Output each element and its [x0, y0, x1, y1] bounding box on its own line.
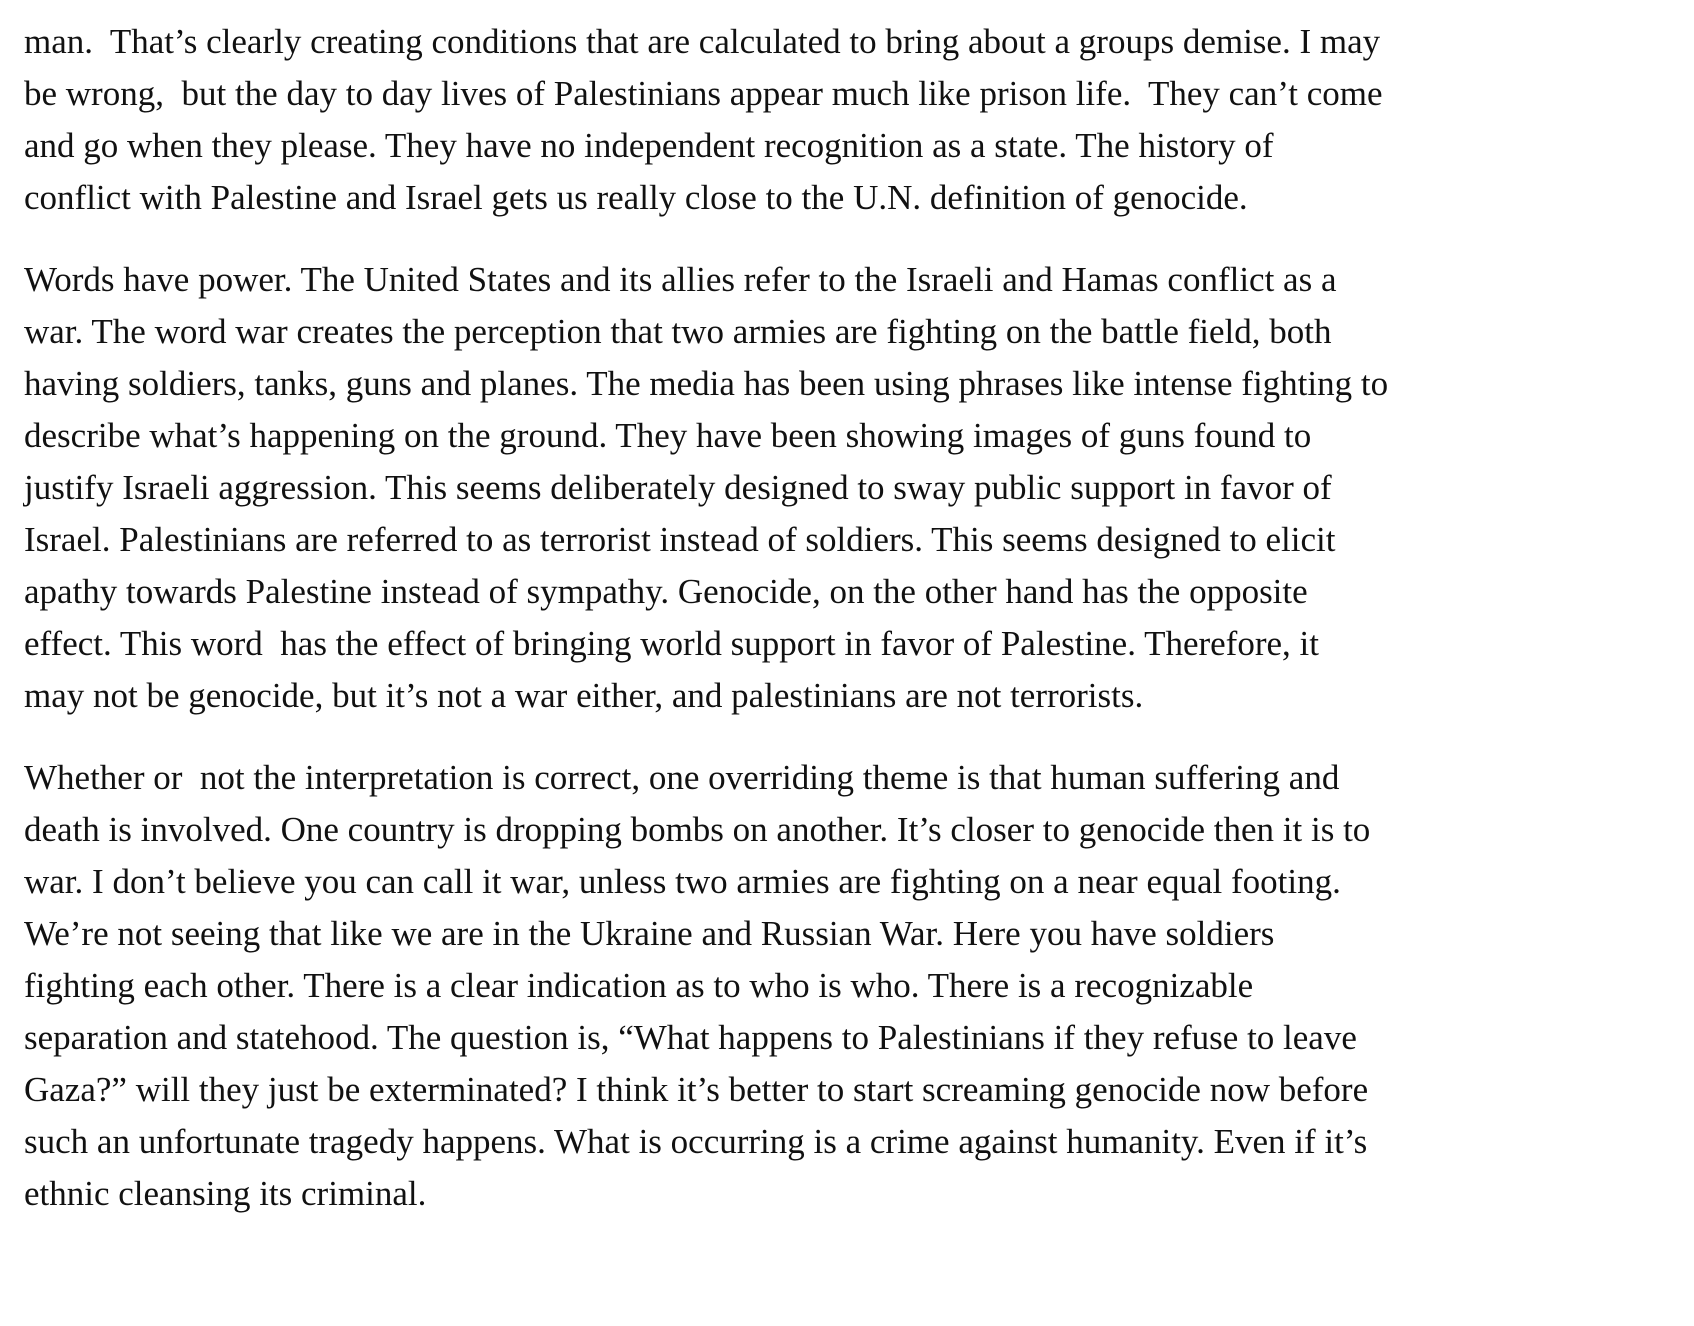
text-line: conflict with Palestine and Israel gets us really close to the U.N. definition of genocide.: [24, 178, 1248, 217]
text-line: apathy towards Palestine instead of sympathy. Genocide, on the other hand has the opposite: [24, 572, 1308, 611]
paragraph-1: [24, 16, 1584, 224]
text-line: war. I don’t believe you can call it war, unless two armies are fighting on a near equal footing.: [24, 862, 1341, 901]
text-line: Gaza?” will they just be exterminated? I think it’s better to start screaming genocide now before: [24, 1070, 1369, 1109]
text-line: may not be genocide, but it’s not a war either, and palestinians are not terrorists.: [24, 676, 1144, 715]
text-line: justify Israeli aggression. This seems deliberately designed to sway public support in favor of: [24, 468, 1332, 507]
text-line: ethnic cleansing its criminal.: [24, 1174, 427, 1213]
text-line: war. The word war creates the perception that two armies are fighting on the battle field, both: [24, 312, 1332, 351]
text-line: separation and statehood. The question is, “What happens to Palestinians if they refuse to leave: [24, 1018, 1357, 1057]
document-page: [24, 16, 1584, 1250]
text-line: Words have power. The United States and its allies refer to the Israeli and Hamas conflict as a: [24, 260, 1337, 299]
text-line: and go when they please. They have no independent recognition as a state. The history of: [24, 126, 1274, 165]
text-line: man. That’s clearly creating conditions that are calculated to bring about a groups demise. I may: [24, 22, 1381, 61]
text-line: fighting each other. There is a clear indication as to who is who. There is a recognizable: [24, 966, 1254, 1005]
text-line: death is involved. One country is dropping bombs on another. It’s closer to genocide then it is to: [24, 810, 1371, 849]
text-line: describe what’s happening on the ground. They have been showing images of guns found to: [24, 416, 1312, 455]
text-line: having soldiers, tanks, guns and planes. The media has been using phrases like intense fighting to: [24, 364, 1389, 403]
text-line: Whether or not the interpretation is correct, one overriding theme is that human suffering and: [24, 758, 1340, 797]
text-line: such an unfortunate tragedy happens. What is occurring is a crime against humanity. Even if it’s: [24, 1122, 1368, 1161]
text-line: We’re not seeing that like we are in the Ukraine and Russian War. Here you have soldiers: [24, 914, 1275, 953]
text-line: Israel. Palestinians are referred to as terrorist instead of soldiers. This seems designed to elicit: [24, 520, 1336, 559]
text-line: be wrong, but the day to day lives of Palestinians appear much like prison life. They can’t come: [24, 74, 1383, 113]
text-line: effect. This word has the effect of bringing world support in favor of Palestine. Therefore, it: [24, 624, 1319, 663]
paragraph-3: [24, 752, 1584, 1220]
paragraph-2: [24, 254, 1584, 722]
